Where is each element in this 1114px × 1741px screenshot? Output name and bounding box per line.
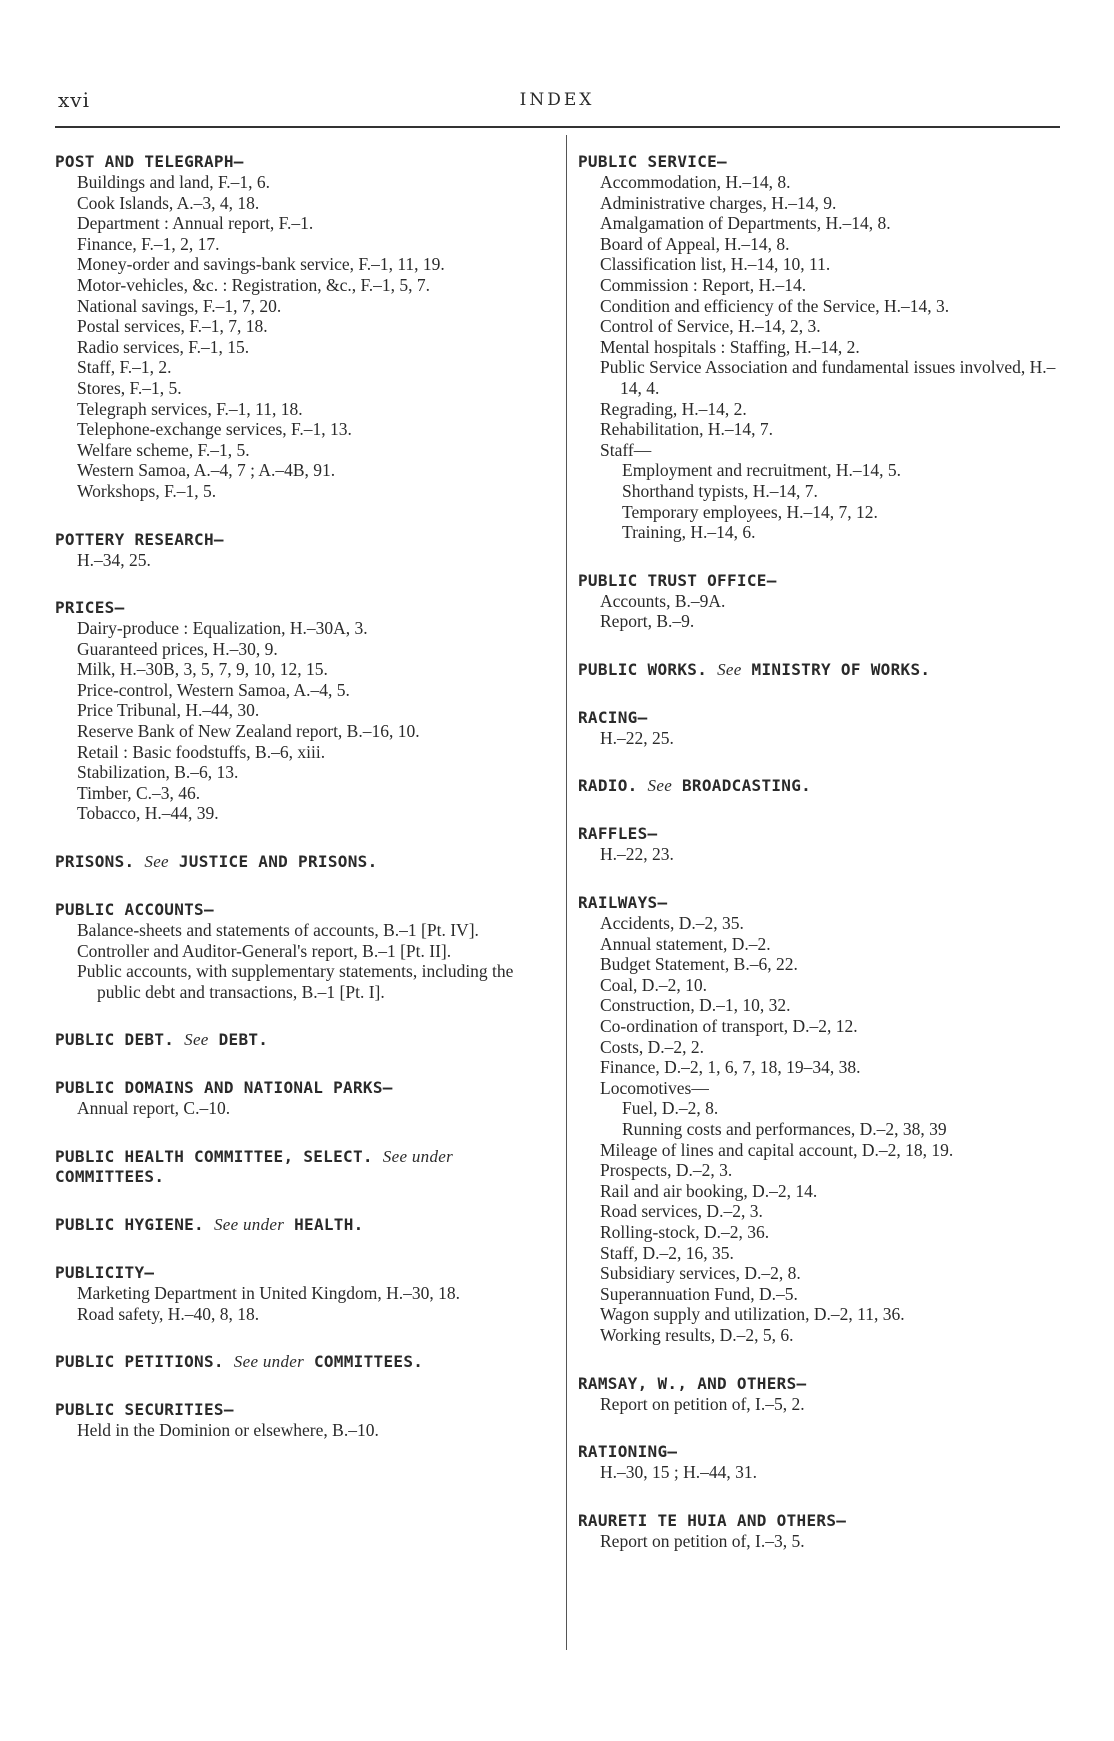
- entry-item: Guaranteed prices, H.–30, 9.: [77, 638, 278, 659]
- heading-text: PRISONS.: [55, 852, 135, 872]
- heading-text: PUBLIC PETITIONS.: [55, 1352, 224, 1372]
- entry-item: Control of Service, H.–14, 2, 3.: [600, 316, 821, 337]
- entry-item: Rehabilitation, H.–14, 7.: [600, 419, 774, 440]
- entry-item: Milk, H.–30B, 3, 5, 7, 9, 10, 12, 15.: [77, 659, 328, 680]
- heading-text: PUBLICITY—: [55, 1263, 155, 1282]
- entry-item: Administrative charges, H.–14, 9.: [600, 192, 837, 213]
- entry-item: Western Samoa, A.–4, 7 ; A.–4B, 91.: [77, 460, 336, 481]
- index-entry: [55, 852, 545, 872]
- entry-item: Reserve Bank of New Zealand report, B.–16, 10.: [77, 721, 420, 742]
- entry-item: Stores, F.–1, 5.: [77, 377, 182, 398]
- entry-item: Controller and Auditor-General's report, B.–1 [Pt. II].: [77, 940, 452, 961]
- entry-item: Superannuation Fund, D.–5.: [600, 1283, 798, 1304]
- entry-item: Public accounts, with supplementary statements, including the public debt and transactions, B.–1 [Pt. I].: [77, 961, 514, 1002]
- sub-entry: Training, H.–14, 6.: [622, 522, 756, 543]
- entry-item: Classification list, H.–14, 10, 11.: [600, 254, 831, 275]
- entry-heading: [578, 824, 1068, 844]
- index-entry: [55, 152, 545, 502]
- entry-item: Condition and efficiency of the Service, H.–14, 3.: [600, 295, 950, 316]
- heading-text: PUBLIC ACCOUNTS—: [55, 900, 214, 920]
- sub-entry: Fuel, D.–2, 8.: [622, 1098, 719, 1119]
- entry-item: Tobacco, H.–44, 39.: [77, 803, 219, 824]
- entry-item: Finance, F.–1, 2, 17.: [77, 233, 220, 254]
- entry-item: Telephone-exchange services, F.–1, 13.: [77, 419, 352, 440]
- heading-text: RAILWAYS—: [578, 893, 668, 913]
- entry-item: Dairy-produce : Equalization, H.–30A, 3.: [77, 618, 368, 639]
- entry-item: Amalgamation of Departments, H.–14, 8.: [600, 213, 891, 234]
- heading-text: PUBLIC SECURITIES—: [55, 1400, 234, 1420]
- header-rule: [55, 126, 1060, 128]
- heading-text: RAFFLES—: [578, 824, 658, 844]
- entry-item: Report, B.–9.: [600, 611, 695, 632]
- entry-heading: [55, 1215, 545, 1235]
- entry-item: Money-order and savings-bank service, F.–1, 11, 19.: [77, 254, 445, 275]
- see-reference: See: [647, 776, 673, 796]
- heading-text: RACING—: [578, 707, 648, 727]
- entry-item: Accounts, B.–9A.: [600, 590, 726, 611]
- see-reference: See: [717, 659, 742, 679]
- entry-heading: [55, 1352, 545, 1372]
- entry-item: Wagon supply and utilization, D.–2, 11, 36.: [600, 1304, 905, 1325]
- entry-heading: [578, 893, 1068, 913]
- entry-item: Mileage of lines and capital account, D.–2, 18, 19.: [600, 1139, 954, 1160]
- entry-item: Regrading, H.–14, 2.: [600, 398, 747, 419]
- cross-reference: COMMITTEES.: [55, 1167, 165, 1186]
- entry-heading: [578, 152, 1068, 172]
- index-entry: [55, 1147, 545, 1187]
- index-entry: [578, 708, 1068, 749]
- entry-item: Cook Islands, A.–3, 4, 18.: [77, 192, 260, 213]
- heading-text: PUBLIC TRUST OFFICE—: [578, 570, 777, 590]
- entry-item: Price Tribunal, H.–44, 30.: [77, 700, 260, 721]
- entry-item: Staff—: [600, 439, 652, 460]
- cross-reference: HEALTH.: [294, 1215, 364, 1234]
- page-title: INDEX: [519, 90, 595, 110]
- entry-item: Co-ordination of transport, D.–2, 12.: [600, 1016, 858, 1037]
- index-entry: [578, 571, 1068, 632]
- heading-text: PUBLIC DOMAINS AND NATIONAL PARKS—: [55, 1078, 393, 1098]
- index-entry: [578, 152, 1068, 543]
- cross-reference: DEBT.: [218, 1030, 269, 1050]
- heading-text: RAURETI TE HUIA AND OTHERS—: [578, 1510, 847, 1530]
- index-entry: [55, 598, 545, 824]
- entry-item: Workshops, F.–1, 5.: [77, 480, 217, 501]
- index-entry: [578, 1511, 1068, 1552]
- entry-item: H.–22, 25.: [600, 727, 674, 748]
- entry-item: Locomotives—: [600, 1077, 709, 1098]
- entry-heading: [55, 1400, 545, 1420]
- entry-item: Retail : Basic foodstuffs, B.–6, xiii.: [77, 741, 326, 762]
- entry-item: Timber, C.–3, 46.: [77, 782, 201, 803]
- entry-heading: [55, 852, 545, 872]
- entry-item: Public Service Association and fundamental issues involved, H.–14, 4.: [600, 357, 1056, 398]
- entry-item: Working results, D.–2, 5, 6.: [600, 1324, 794, 1345]
- cross-reference: JUSTICE AND PRISONS.: [178, 852, 378, 872]
- entry-heading: [578, 1374, 1068, 1394]
- entry-item: Buildings and land, F.–1, 6.: [77, 172, 271, 192]
- entry-heading: [578, 660, 1068, 680]
- entry-item: Finance, D.–2, 1, 6, 7, 18, 19–34, 38.: [600, 1057, 861, 1078]
- see-reference: See under: [382, 1147, 453, 1166]
- cross-reference: BROADCASTING.: [681, 776, 812, 796]
- entry-item: Price-control, Western Samoa, A.–4, 5.: [77, 679, 350, 700]
- heading-text: PRICES—: [55, 598, 125, 618]
- entry-item: Report on petition of, I.–3, 5.: [600, 1530, 805, 1551]
- entry-item: H.–22, 23.: [600, 844, 674, 865]
- heading-text: POST AND TELEGRAPH—: [55, 152, 244, 171]
- index-entry: [578, 1374, 1068, 1415]
- entry-item: Mental hospitals : Staffing, H.–14, 2.: [600, 336, 860, 357]
- index-entry: [55, 1263, 545, 1324]
- entry-item: National savings, F.–1, 7, 20.: [77, 295, 282, 316]
- index-entry: [55, 1215, 545, 1235]
- see-reference: See: [144, 852, 169, 872]
- entry-heading: [578, 571, 1068, 591]
- index-entry: [578, 776, 1068, 796]
- entry-item: Road services, D.–2, 3.: [600, 1201, 763, 1222]
- entry-item: Welfare scheme, F.–1, 5.: [77, 439, 250, 460]
- index-entry: [55, 1400, 545, 1441]
- sub-entry: Running costs and performances, D.–2, 38, 39: [622, 1119, 947, 1139]
- entry-item: Costs, D.–2, 2.: [600, 1036, 705, 1057]
- heading-text: PUBLIC HEALTH COMMITTEE, SELECT.: [55, 1147, 373, 1166]
- entry-item: Construction, D.–1, 10, 32.: [600, 995, 791, 1016]
- entry-item: Annual statement, D.–2.: [600, 933, 771, 954]
- entry-heading: [55, 900, 545, 920]
- entry-item: Radio services, F.–1, 15.: [77, 336, 250, 357]
- entry-item: Budget Statement, B.–6, 22.: [600, 954, 798, 975]
- heading-text: PUBLIC DEBT.: [55, 1030, 175, 1050]
- entry-item: Department : Annual report, F.–1.: [77, 213, 314, 234]
- entry-item: Held in the Dominion or elsewhere, B.–10.: [77, 1420, 379, 1441]
- heading-text: RADIO.: [578, 776, 638, 796]
- index-entry: [55, 1078, 545, 1119]
- entry-item: Commission : Report, H.–14.: [600, 274, 807, 295]
- heading-text: RAMSAY, W., AND OTHERS—: [578, 1373, 807, 1393]
- right-column: [578, 152, 1068, 1579]
- heading-text: PUBLIC SERVICE—: [578, 152, 727, 171]
- entry-heading: [55, 152, 545, 172]
- entry-item: Accommodation, H.–14, 8.: [600, 172, 791, 192]
- entry-item: Coal, D.–2, 10.: [600, 974, 707, 995]
- entry-item: Board of Appeal, H.–14, 8.: [600, 233, 790, 254]
- entry-heading: [55, 1078, 545, 1098]
- entry-item: Telegraph services, F.–1, 11, 18.: [77, 398, 303, 419]
- see-reference: See under: [213, 1215, 285, 1234]
- entry-item: Annual report, C.–10.: [77, 1098, 231, 1119]
- entry-heading: [578, 1442, 1068, 1462]
- entry-item: Prospects, D.–2, 3.: [600, 1160, 733, 1181]
- cross-reference: MINISTRY OF WORKS.: [751, 659, 931, 679]
- heading-text: RATIONING—: [578, 1442, 678, 1462]
- entry-heading: [578, 776, 1068, 796]
- entry-item: Stabilization, B.–6, 13.: [77, 762, 239, 783]
- see-reference: See: [184, 1030, 209, 1050]
- sub-entry: Temporary employees, H.–14, 7, 12.: [622, 501, 878, 522]
- entry-item: Rail and air booking, D.–2, 14.: [600, 1180, 818, 1201]
- entry-item: Report on petition of, I.–5, 2.: [600, 1393, 805, 1414]
- index-entry: [55, 530, 545, 571]
- left-column: [55, 152, 545, 1469]
- index-entry: [578, 893, 1068, 1345]
- heading-text: PUBLIC HYGIENE.: [55, 1215, 204, 1234]
- entry-item: Road safety, H.–40, 8, 18.: [77, 1303, 260, 1324]
- entry-heading: [55, 598, 545, 618]
- heading-text: POTTERY RESEARCH—: [55, 529, 224, 549]
- index-entry: [55, 900, 545, 1002]
- see-reference: See under: [233, 1352, 304, 1372]
- entry-heading: [55, 1147, 545, 1187]
- entry-item: H.–34, 25.: [77, 549, 151, 570]
- entry-item: Staff, D.–2, 16, 35.: [600, 1242, 734, 1263]
- entry-item: Subsidiary services, D.–2, 8.: [600, 1263, 801, 1284]
- sub-entry: Employment and recruitment, H.–14, 5.: [622, 460, 901, 481]
- entry-item: H.–30, 15 ; H.–44, 31.: [600, 1462, 758, 1483]
- entry-heading: [578, 1511, 1068, 1531]
- sub-entry: Shorthand typists, H.–14, 7.: [622, 480, 818, 501]
- entry-heading: [55, 1263, 545, 1283]
- entry-item: Accidents, D.–2, 35.: [600, 913, 744, 934]
- index-entry: [578, 1442, 1068, 1483]
- entry-item: Marketing Department in United Kingdom, H.–30, 18.: [77, 1283, 460, 1303]
- index-entry: [55, 1030, 545, 1050]
- page-number: xvi: [58, 88, 90, 112]
- entry-heading: [55, 530, 545, 550]
- entry-item: Balance-sheets and statements of accounts, B.–1 [Pt. IV].: [77, 920, 479, 941]
- index-entry: [578, 660, 1068, 680]
- entry-item: Staff, F.–1, 2.: [77, 357, 172, 378]
- entry-item: Rolling-stock, D.–2, 36.: [600, 1221, 770, 1242]
- entry-item: Motor-vehicles, &c. : Registration, &c., F.–1, 5, 7.: [77, 274, 431, 295]
- entry-heading: [578, 708, 1068, 728]
- heading-text: PUBLIC WORKS.: [578, 659, 708, 679]
- index-entry: [55, 1352, 545, 1372]
- column-divider: [566, 135, 567, 1650]
- entry-item: Postal services, F.–1, 7, 18.: [77, 316, 268, 337]
- entry-heading: [55, 1030, 545, 1050]
- index-entry: [578, 824, 1068, 865]
- cross-reference: COMMITTEES.: [313, 1352, 424, 1372]
